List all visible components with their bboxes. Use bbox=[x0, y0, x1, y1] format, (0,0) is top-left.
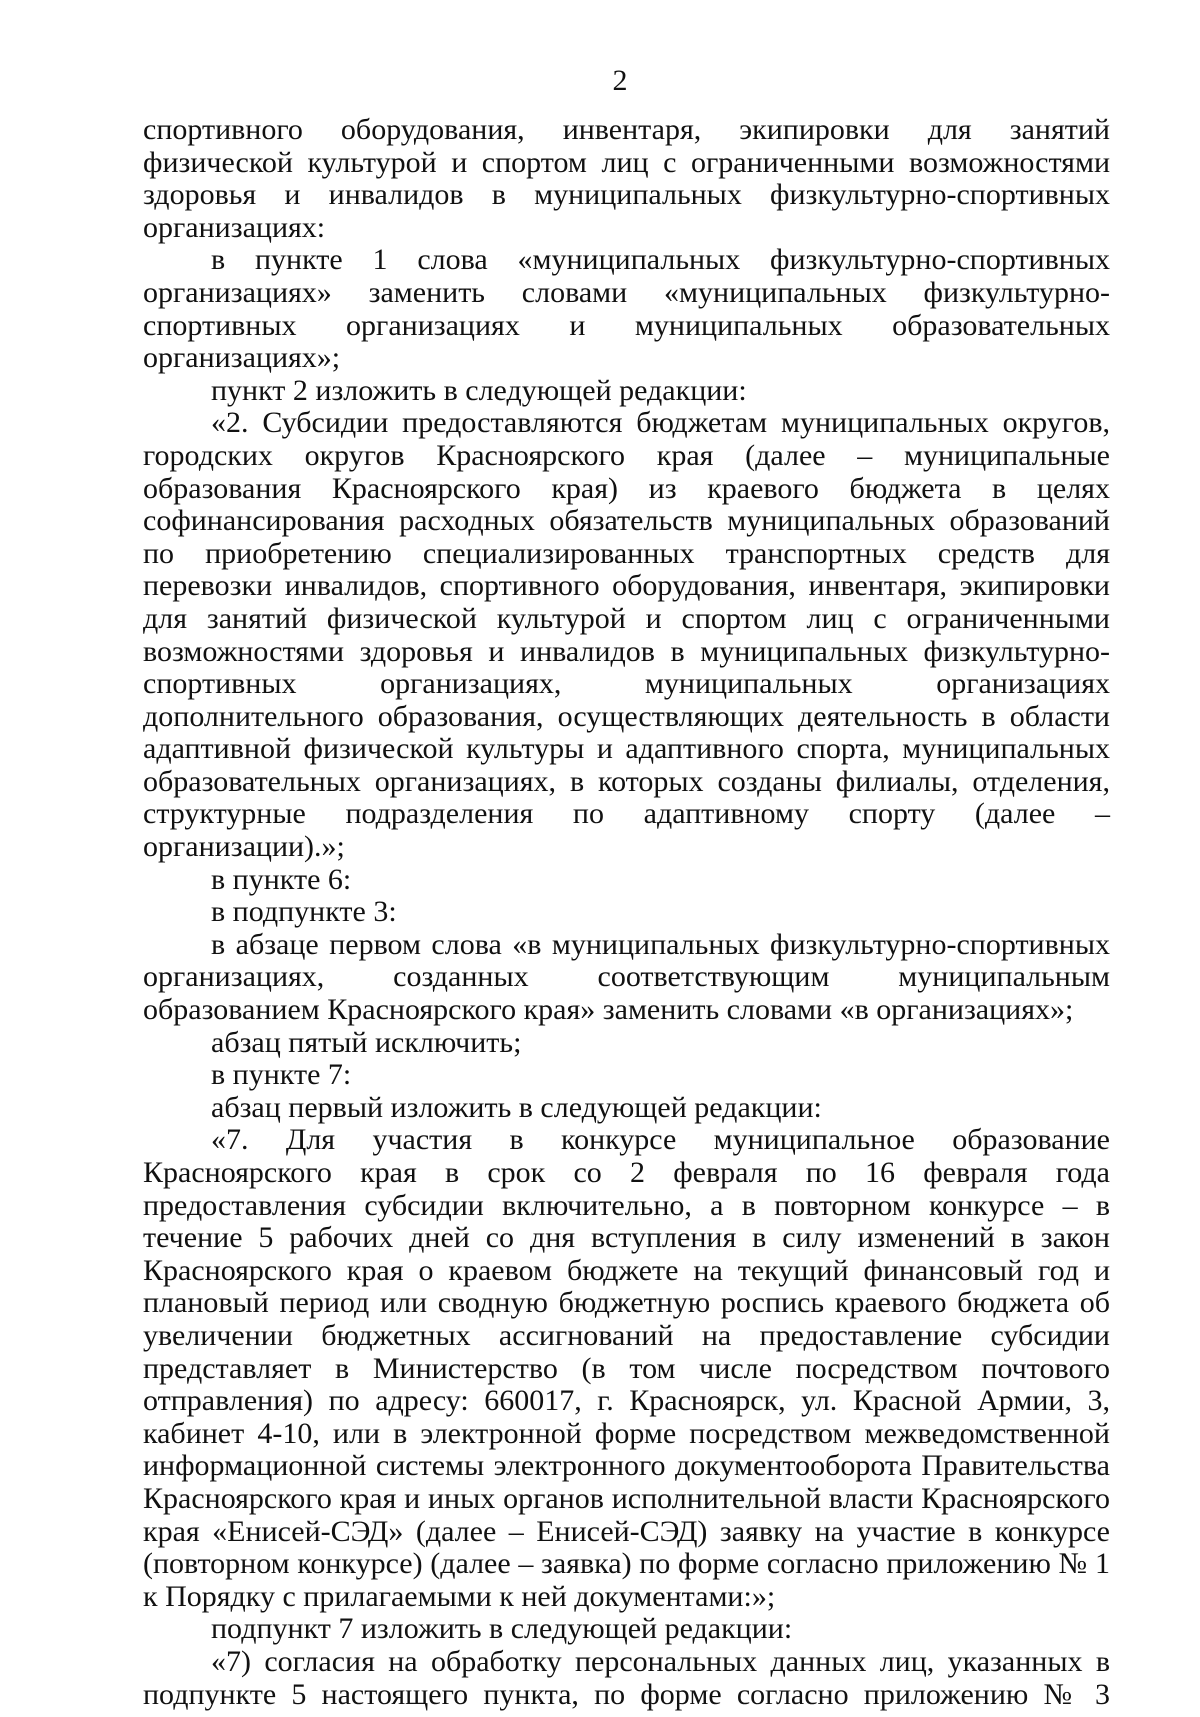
paragraph: подпункт 7 изложить в следующей редакции: bbox=[211, 1612, 793, 1646]
paragraph: в пункте 1 слова «муниципальных физкультурно-спортивных организациях» заменить словами «муниципальных физкультурно-спортивных организациях и муниципальных образовательных организациях»; bbox=[143, 243, 1110, 375]
paragraph: «2. Субсидии предоставляются бюджетам муниципальных округов, городских округов Красноярского края (далее – муниципальные образования Красноярского края) из краевого бюджета в целях софинансирования расходных обязательств муниципальных образований по приобретению специализированных транспортных средств для перевозки инвалидов, спортивного оборудования, инвентаря, экипировки для занятий физической культурой и спортом лиц с ограниченными возможностями здоровья и инвалидов в муниципальных физкультурно-спортивных организациях, муниципальных организациях дополнительного образования, осуществляющих деятельность в области адаптивной физической культуры и адаптивного спорта, муниципальных образовательных организациях, в которых созданы филиалы, отделения, структурные подразделения по адаптивному спорту (далее – организации).»; bbox=[143, 406, 1110, 864]
paragraph: «7. Для участия в конкурсе муниципальное образование Красноярского края в срок со 2 февраля по 16 февраля года предоставления субсидии включительно, а в повторном конкурсе – в течение 5 рабочих дней со дня вступления в силу изменений в закон Красноярского края о краевом бюджете на текущий финансовый год и плановый период или сводную бюджетную роспись краевого бюджета об увеличении бюджетных ассигнований на предоставление субсидии представляет в Министерство (в том числе посредством почтового отправления) по адресу: 660017, г. Красноярск, ул. Красной Армии, 3, кабинет 4-10, или в электронной форме посредством межведомственной информационной системы электронного документооборота Правительства Красноярского края и иных органов исполнительной власти Красноярского края «Енисей-СЭД» (далее – Енисей-СЭД) заявку на участие в конкурсе (повторном конкурсе) (далее – заявка) по форме согласно приложению № 1 к Порядку с прилагаемыми к ней документами:»; bbox=[143, 1123, 1110, 1613]
paragraph: «7) согласия на обработку персональных данных лиц, указанных в подпункте 5 настоящего пункта, по форме согласно приложению № 3 bbox=[143, 1644, 1110, 1711]
paragraph: в подпункте 3: bbox=[211, 895, 397, 929]
paragraph: в пункте 7: bbox=[211, 1058, 352, 1092]
paragraph: в пункте 6: bbox=[211, 862, 352, 896]
paragraph: в абзаце первом слова «в муниципальных физкультурно-спортивных организациях, созданных соответствующим муниципальным образованием Красноярского края» заменить словами «в организациях»; bbox=[143, 927, 1110, 1027]
document-body bbox=[143, 114, 1110, 1711]
paragraph: абзац первый изложить в следующей редакции: bbox=[211, 1090, 822, 1124]
paragraph: пункт 2 изложить в следующей редакции: bbox=[211, 373, 747, 407]
paragraph: спортивного оборудования, инвентаря, экипировки для занятий физической культурой и спортом лиц с ограниченными возможностями здоровья и инвалидов в муниципальных физкультурно-спортивных организациях: bbox=[143, 113, 1110, 244]
page-number: 2 bbox=[612, 64, 628, 97]
paragraph: абзац пятый исключить; bbox=[211, 1025, 522, 1059]
